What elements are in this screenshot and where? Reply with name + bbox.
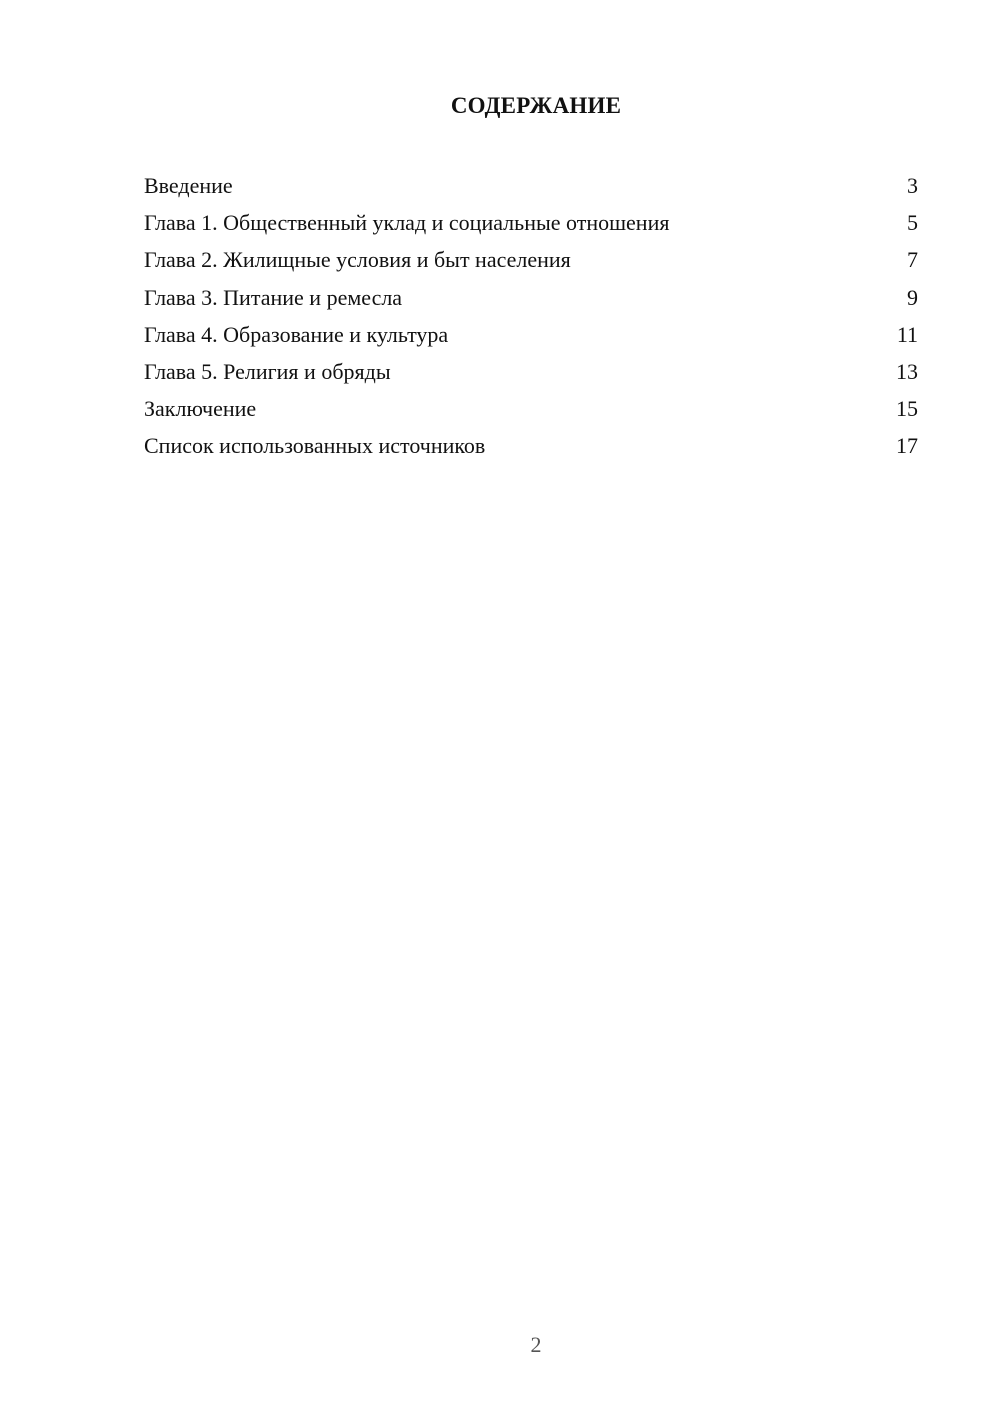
toc-row <box>144 427 918 464</box>
toc-row <box>144 204 918 241</box>
toc-row <box>144 353 918 390</box>
toc-entry-page: 3 <box>907 173 918 198</box>
toc-entry-title: Введение <box>144 173 233 198</box>
toc-entry-page: 17 <box>896 433 918 459</box>
page-title: СОДЕРЖАНИЕ <box>450 93 622 118</box>
toc-entry-title: Глава 4. Образование и культура <box>144 321 449 347</box>
toc-entry-title: Список использованных источников <box>144 433 486 459</box>
toc-row <box>144 390 918 427</box>
toc-entry-title: Глава 1. Общественный уклад и социальные отношения <box>144 210 670 236</box>
toc-entry-page: 13 <box>896 358 918 384</box>
toc-entry-page: 7 <box>907 247 918 273</box>
toc-entry-title: Глава 2. Жилищные условия и быт населения <box>144 247 571 273</box>
page-number: 2 <box>530 1332 542 1357</box>
toc-entry-page: 5 <box>907 210 918 236</box>
toc-entry-page: 11 <box>896 321 918 347</box>
toc-row <box>144 167 918 204</box>
toc-entry-title: Заключение <box>144 396 257 422</box>
toc-entry-page: 15 <box>896 396 918 422</box>
toc-entry-title: Глава 5. Религия и обряды <box>144 358 391 384</box>
toc-row <box>144 241 918 278</box>
toc-row <box>144 316 918 353</box>
toc-entry-title: Глава 3. Питание и ремесла <box>144 284 403 310</box>
toc-entry-page: 9 <box>907 284 918 310</box>
toc-row <box>144 279 918 316</box>
table-of-contents <box>144 167 918 465</box>
